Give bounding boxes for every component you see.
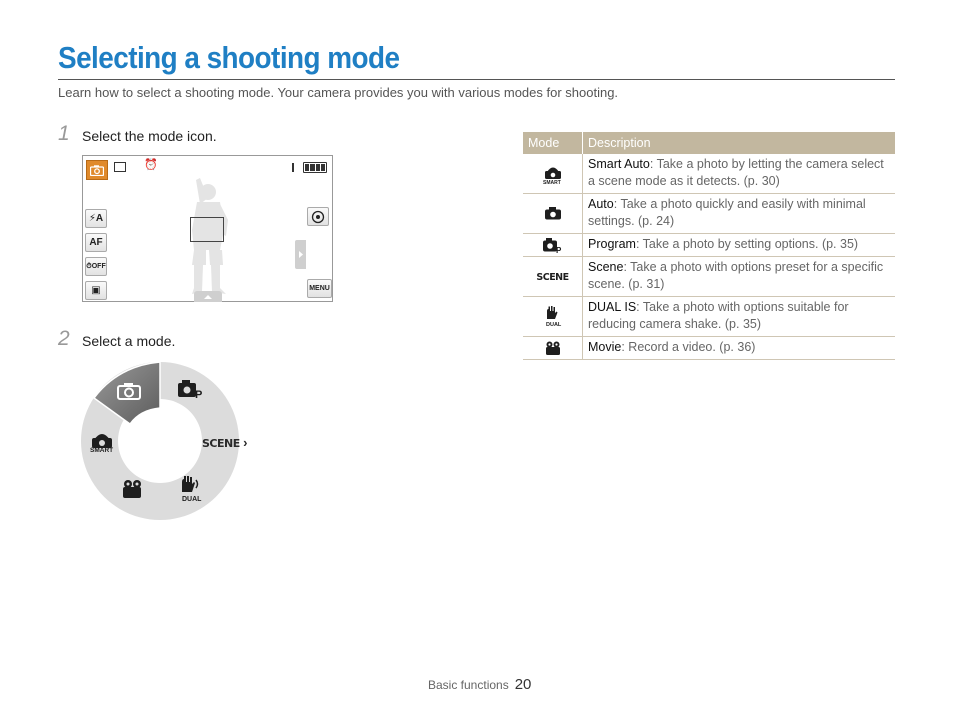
smart-label: SMART	[90, 447, 114, 454]
flash-button[interactable]: ⚡A	[85, 209, 107, 228]
scene-icon: SCENE	[536, 271, 569, 283]
bottom-panel-tab[interactable]	[194, 291, 222, 302]
mode-description	[583, 154, 896, 194]
alarm-icon: ⏰	[144, 159, 158, 171]
table-row	[523, 154, 895, 194]
step-1-number: 1	[58, 122, 70, 145]
movie-icon	[545, 341, 561, 355]
mode-description	[583, 257, 896, 297]
mode-desc: : Take a photo by letting the camera select a scene mode as it detects. (p. 30)	[588, 157, 884, 188]
mode-name: Movie	[588, 340, 622, 354]
program-label: P	[195, 389, 203, 401]
mode-icon-cell	[523, 194, 583, 234]
table-row	[523, 297, 895, 337]
mode-description	[583, 234, 896, 257]
timer-button[interactable]: ⏱OFF	[85, 257, 107, 276]
stabilizer-button[interactable]	[307, 207, 329, 226]
camera-icon	[90, 165, 104, 176]
table-row	[523, 234, 895, 257]
intro-text: Learn how to select a shooting mode. Your camera provides you with various modes for shooting.	[58, 85, 619, 100]
mode-desc: : Take a photo with options preset for a specific scene. (p. 31)	[588, 260, 884, 291]
battery-icon	[303, 162, 327, 173]
ois-icon	[311, 210, 325, 224]
page-footer	[428, 676, 531, 693]
auto-camera-icon	[545, 207, 561, 220]
mode-name: DUAL IS	[588, 300, 637, 314]
mode-desc: : Take a photo quickly and easily with minimal settings. (p. 24)	[588, 197, 866, 228]
chevron-right-icon: ›	[243, 435, 248, 450]
step-1-text: Select the mode icon.	[82, 128, 217, 144]
mode-desc: : Take a photo with options suitable for reducing camera shake. (p. 35)	[588, 300, 849, 331]
mode-name: Program	[588, 237, 636, 251]
mode-name: Scene	[588, 260, 624, 274]
mode-desc: : Record a video. (p. 36)	[621, 340, 756, 354]
mode-icon-button[interactable]	[86, 160, 108, 180]
program-camera-icon	[543, 238, 563, 253]
mode-icon-cell	[523, 297, 583, 337]
table-header-row	[523, 132, 895, 154]
image-size-icon	[114, 162, 126, 172]
mode-icon-cell	[523, 257, 583, 297]
scene-label: SCENE	[202, 437, 240, 450]
indicator-bar	[292, 163, 294, 172]
mode-desc: : Take a photo by setting options. (p. 35)	[635, 237, 859, 251]
step-2-number: 2	[58, 327, 70, 350]
program-icon-text: P	[555, 245, 561, 253]
mode-icon-cell	[523, 154, 583, 194]
focus-frame	[190, 217, 224, 242]
header-description: Description	[583, 132, 896, 154]
menu-button[interactable]: MENU	[307, 279, 332, 298]
mode-icon-cell	[523, 234, 583, 257]
footer-section: Basic functions	[428, 678, 509, 692]
mode-icon-cell	[523, 337, 583, 360]
step-2	[58, 327, 176, 350]
step-1	[58, 122, 217, 145]
dual-icon-text: DUAL	[545, 321, 561, 328]
display-button[interactable]: ▣	[85, 281, 107, 300]
arrow-up-icon	[194, 291, 222, 302]
side-panel-tab[interactable]	[295, 240, 306, 269]
mode-description	[583, 337, 896, 360]
scene-mode-label[interactable]	[202, 435, 247, 450]
title-rule	[58, 79, 895, 80]
modes-table	[523, 132, 895, 360]
page-number: 20	[514, 676, 532, 693]
dual-label: DUAL	[182, 496, 202, 503]
table-row	[523, 194, 895, 234]
arrow-right-icon	[295, 240, 306, 269]
dual-is-icon	[544, 306, 562, 328]
mode-name: Smart Auto	[588, 157, 650, 171]
step-2-text: Select a mode.	[82, 333, 176, 349]
table-row	[523, 337, 895, 360]
smart-icon-text: SMART	[542, 179, 561, 185]
mode-description	[583, 194, 896, 234]
table-row	[523, 257, 895, 297]
af-button[interactable]: AF	[85, 233, 107, 252]
mode-description	[583, 297, 896, 337]
smart-auto-icon	[542, 163, 564, 185]
header-mode: Mode	[523, 132, 583, 154]
page-title: Selecting a shooting mode	[58, 40, 400, 75]
mode-name: Auto	[588, 197, 614, 211]
